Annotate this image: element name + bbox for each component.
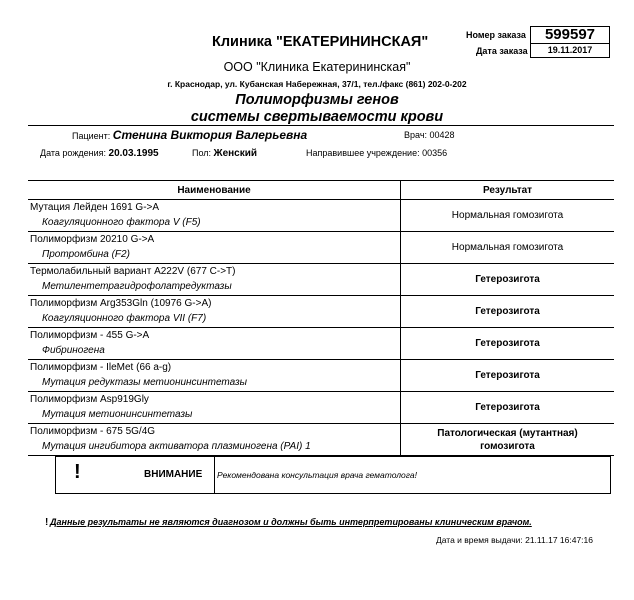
column-header-name: Наименование: [28, 181, 401, 200]
results-table: [28, 180, 614, 456]
disclaimer-exclamation-icon: !: [45, 517, 49, 528]
referrer-code: 00356: [422, 148, 448, 158]
test-subtitle: Мутация редуктазы метионинсинтетазы: [42, 377, 247, 388]
disclaimer-text: Данные результаты не являются диагнозом и должны быть интерпретированы клиническим врачом.: [50, 517, 532, 527]
table-header-row: [28, 181, 614, 200]
test-subtitle: Коагуляционного фактора V (F5): [42, 217, 201, 228]
referrer-info: [306, 148, 447, 158]
document-title-line2: системы свертываемости крови: [190, 109, 444, 125]
warning-divider: [214, 457, 215, 493]
test-subtitle: Мутация ингибитора активатора плазминогена (PAI) 1: [42, 441, 311, 452]
test-result: Нормальная гомозигота: [451, 210, 564, 221]
document-title-line1: Полиморфизмы генов: [235, 92, 399, 108]
doctor-label: Врач:: [404, 130, 428, 140]
test-result: Гетерозигота: [475, 402, 540, 413]
sex-label: Пол:: [192, 148, 212, 158]
test-result: Гетерозигота: [475, 306, 540, 317]
birth-label: Дата рождения:: [40, 148, 106, 158]
patient-name: Стенина Виктория Валерьевна: [112, 128, 308, 142]
test-subtitle: Метилентетрагидрофолатредуктазы: [42, 281, 232, 292]
warning-label: ВНИМАНИЕ: [144, 469, 203, 480]
order-date-label: Дата заказа: [476, 46, 528, 56]
table-row: [28, 232, 614, 264]
test-name: Полиморфизм - 675 5G/4G: [30, 426, 156, 437]
test-name: Мутация Лейден 1691 G->A: [30, 202, 160, 213]
sex-value: Женский: [213, 148, 258, 159]
test-result: Гетерозигота: [475, 370, 540, 381]
test-name: Полиморфизм Arg353Gln (10976 G->A): [30, 298, 212, 309]
test-result: Нормальная гомозигота: [451, 242, 564, 253]
test-name: Полиморфизм - 455 G->A: [30, 330, 150, 341]
table-row: [28, 296, 614, 328]
patient-label: Пациент:: [72, 131, 111, 141]
sex-info: [192, 148, 257, 159]
order-number: 599597: [531, 27, 609, 44]
test-result: Патологическая (мутантная) гомозигота: [437, 427, 578, 452]
test-subtitle: Коагуляционного фактора VII (F7): [42, 313, 207, 324]
test-subtitle: Фибриногена: [42, 345, 105, 356]
clinic-title: Клиника "ЕКАТЕРИНИНСКАЯ": [212, 34, 429, 50]
table-row: [28, 424, 614, 456]
test-result: Гетерозигота: [475, 338, 540, 349]
column-header-result: Результат: [401, 181, 615, 200]
referrer-label: Направившее учреждение:: [306, 148, 420, 158]
birth-date: 20.03.1995: [108, 148, 159, 159]
test-name: Термолабильный вариант A222V (677 C->T): [30, 266, 236, 277]
warning-text: Рекомендована консультация врача гематолога!: [217, 470, 417, 480]
doctor-code: 00428: [429, 130, 455, 140]
test-subtitle: Мутация метионинсинтетазы: [42, 409, 193, 420]
patient-info-row1: [72, 128, 307, 142]
organization-name: ООО "Клиника Екатерининская": [223, 60, 411, 74]
exclamation-icon: !: [74, 461, 81, 483]
doctor-info: [404, 130, 455, 140]
test-subtitle: Протромбина (F2): [42, 249, 130, 260]
table-row: [28, 200, 614, 232]
warning-box: [55, 456, 611, 494]
test-name: Полиморфизм Asp919Gly: [30, 394, 149, 405]
order-number-label: Номер заказа: [466, 30, 526, 40]
issue-datetime: Дата и время выдачи: 21.11.17 16:47:16: [436, 535, 594, 545]
table-row: [28, 360, 614, 392]
table-row: [28, 264, 614, 296]
title-divider: [28, 125, 614, 126]
table-row: [28, 328, 614, 360]
clinic-address: г. Краснодар, ул. Кубанская Набережная, 37/1, тел./факс (861) 202-0-202: [167, 79, 467, 89]
test-result: Гетерозигота: [475, 274, 540, 285]
table-row: [28, 392, 614, 424]
order-date: 19.11.2017: [547, 45, 593, 55]
order-box: [530, 26, 610, 58]
test-name: Полиморфизм - IleMet (66 a-g): [30, 362, 172, 373]
test-name: Полиморфизм 20210 G->A: [30, 234, 155, 245]
birth-info: [40, 148, 159, 159]
